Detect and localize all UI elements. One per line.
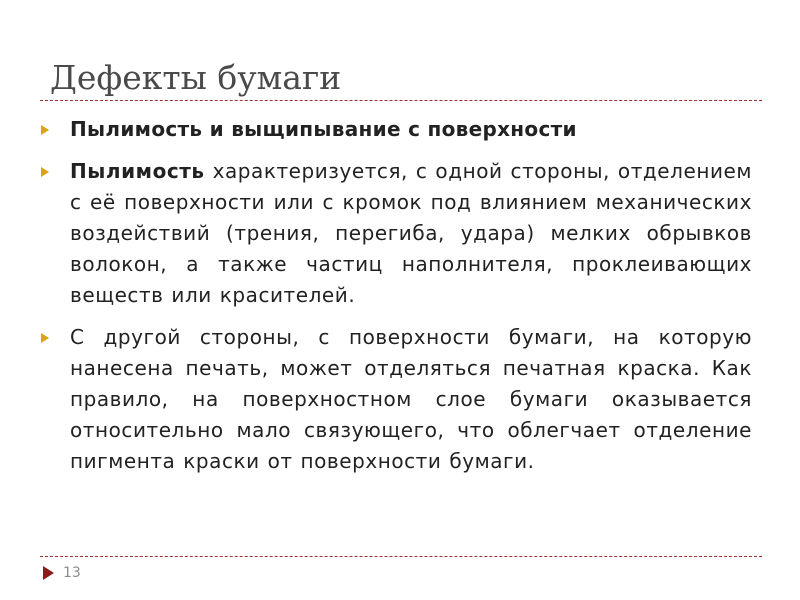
bullet-item-heading (40, 114, 752, 145)
triangle-bullet-icon (41, 167, 49, 177)
paragraph-1-text (70, 156, 752, 311)
item-heading-text: Пылимость и выщипывание с поверхности (70, 117, 577, 141)
slide-content (40, 114, 752, 488)
bullet-item-paragraph-1 (40, 156, 752, 311)
paragraph-1-rest: характеризуется, с одной стороны, отделением с её поверхности или с кромок под влиянием механических воздействий (трения, перегиба, удара) мелких обрывков волокон, а также частиц наполнителя, проклеивающих веществ или красителей. (70, 159, 752, 307)
triangle-bullet-icon (41, 333, 49, 343)
triangle-bullet-icon (41, 125, 49, 135)
paragraph-2-text: С другой стороны, с поверхности бумаги, на которую нанесена печать, может отделяться печатная краска. Как правило, на поверхностном слое бумаги оказывается относительно мало связующего, что облегчает отделение пигмента краски от поверхности бумаги. (70, 325, 752, 473)
slide-title: Дефекты бумаги (50, 58, 342, 97)
paragraph-1-lead: Пылимость (70, 159, 205, 183)
bullet-item-paragraph-2 (40, 322, 752, 477)
triangle-arrow-icon (43, 566, 54, 580)
title-divider (40, 100, 762, 101)
footer-divider (40, 556, 762, 557)
page-number: 13 (63, 565, 81, 581)
